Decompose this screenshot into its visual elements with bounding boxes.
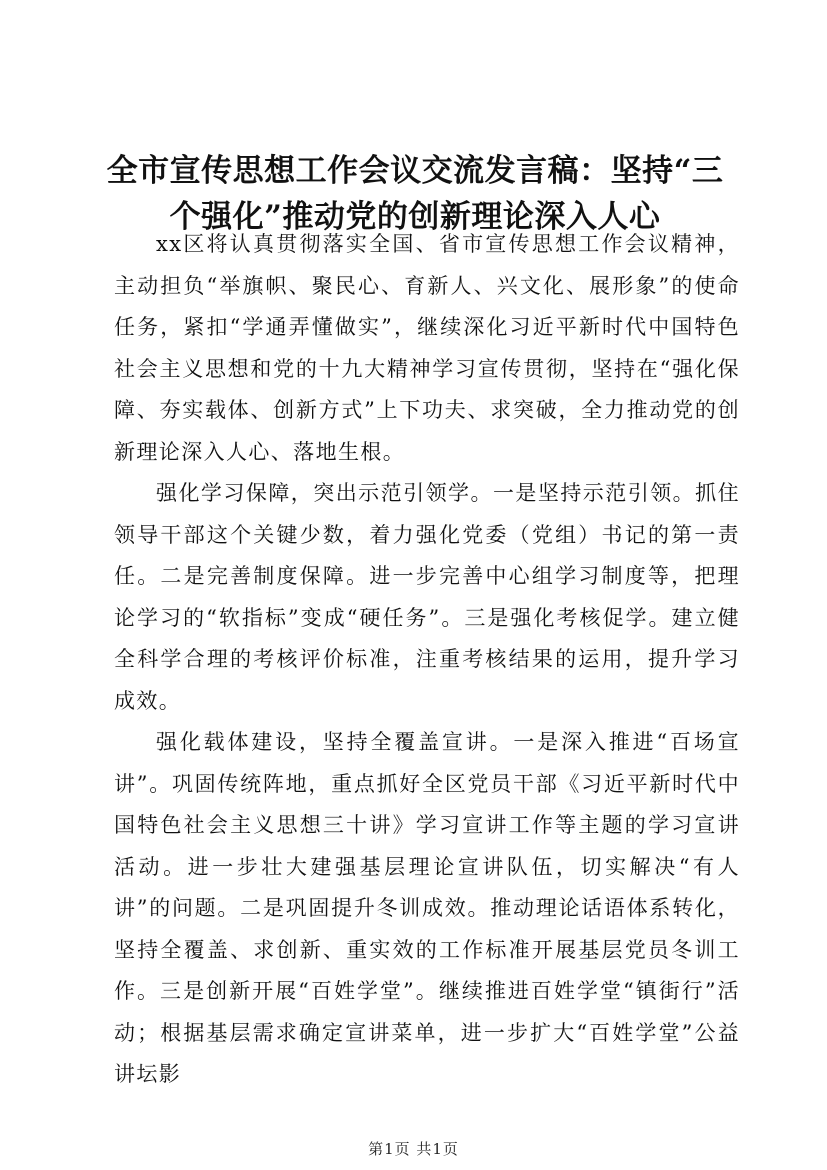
paragraph-carrier-building: 强化载体建设，坚持全覆盖宣讲。一是深入推进“百场宣讲”。巩固传统阵地，重点抓好全区党员干部《习近平新时代中国特色社会主义思想三十讲》学习宣讲工作等主题的学习宣讲活动。进一步壮大建强基层理论宣讲队伍，切实解决“有人讲”的问题。二是巩固提升冬训成效。推动理论话语体系转化，坚持全覆盖、求创新、重实效的工作标准开展基层党员冬训工作。三是创新开展“百姓学堂”。继续推进百姓学堂“镇街行”活动；根据基层需求确定宣讲菜单，进一步扩大“百姓学堂”公益讲坛影	[114, 730, 740, 1086]
document-title: 全市宣传思想工作会议交流发言稿：坚持“三个强化”推动党的创新理论深入人心	[106, 153, 724, 235]
paragraph-study-guarantee: 强化学习保障，突出示范引领学。一是坚持示范引领。抓住领导干部这个关键少数，着力强化党委（党组）书记的第一责任。二是完善制度保障。进一步完善中心组学习制度等，把理论学习的“软指标”变成“硬任务”。三是强化考核促学。建立健全科学合理的考核评价标准，注重考核结果的运用，提升学习成效。	[114, 481, 740, 713]
paragraph-intro: xx区将认真贯彻落实全国、省市宣传思想工作会议精神，主动担负“举旗帜、聚民心、育新人、兴文化、展形象”的使命任务，紧扣“学通弄懂做实”，继续深化习近平新时代中国特色社会主义思想和党的十九大精神学习宣传贯彻，坚持在“强化保障、夯实载体、创新方式”上下功夫、求突破，全力推动党的创新理论深入人心、落地生根。	[114, 232, 740, 464]
page-number-footer: 第1页 共1页	[368, 1140, 459, 1158]
document-body	[114, 224, 740, 1096]
